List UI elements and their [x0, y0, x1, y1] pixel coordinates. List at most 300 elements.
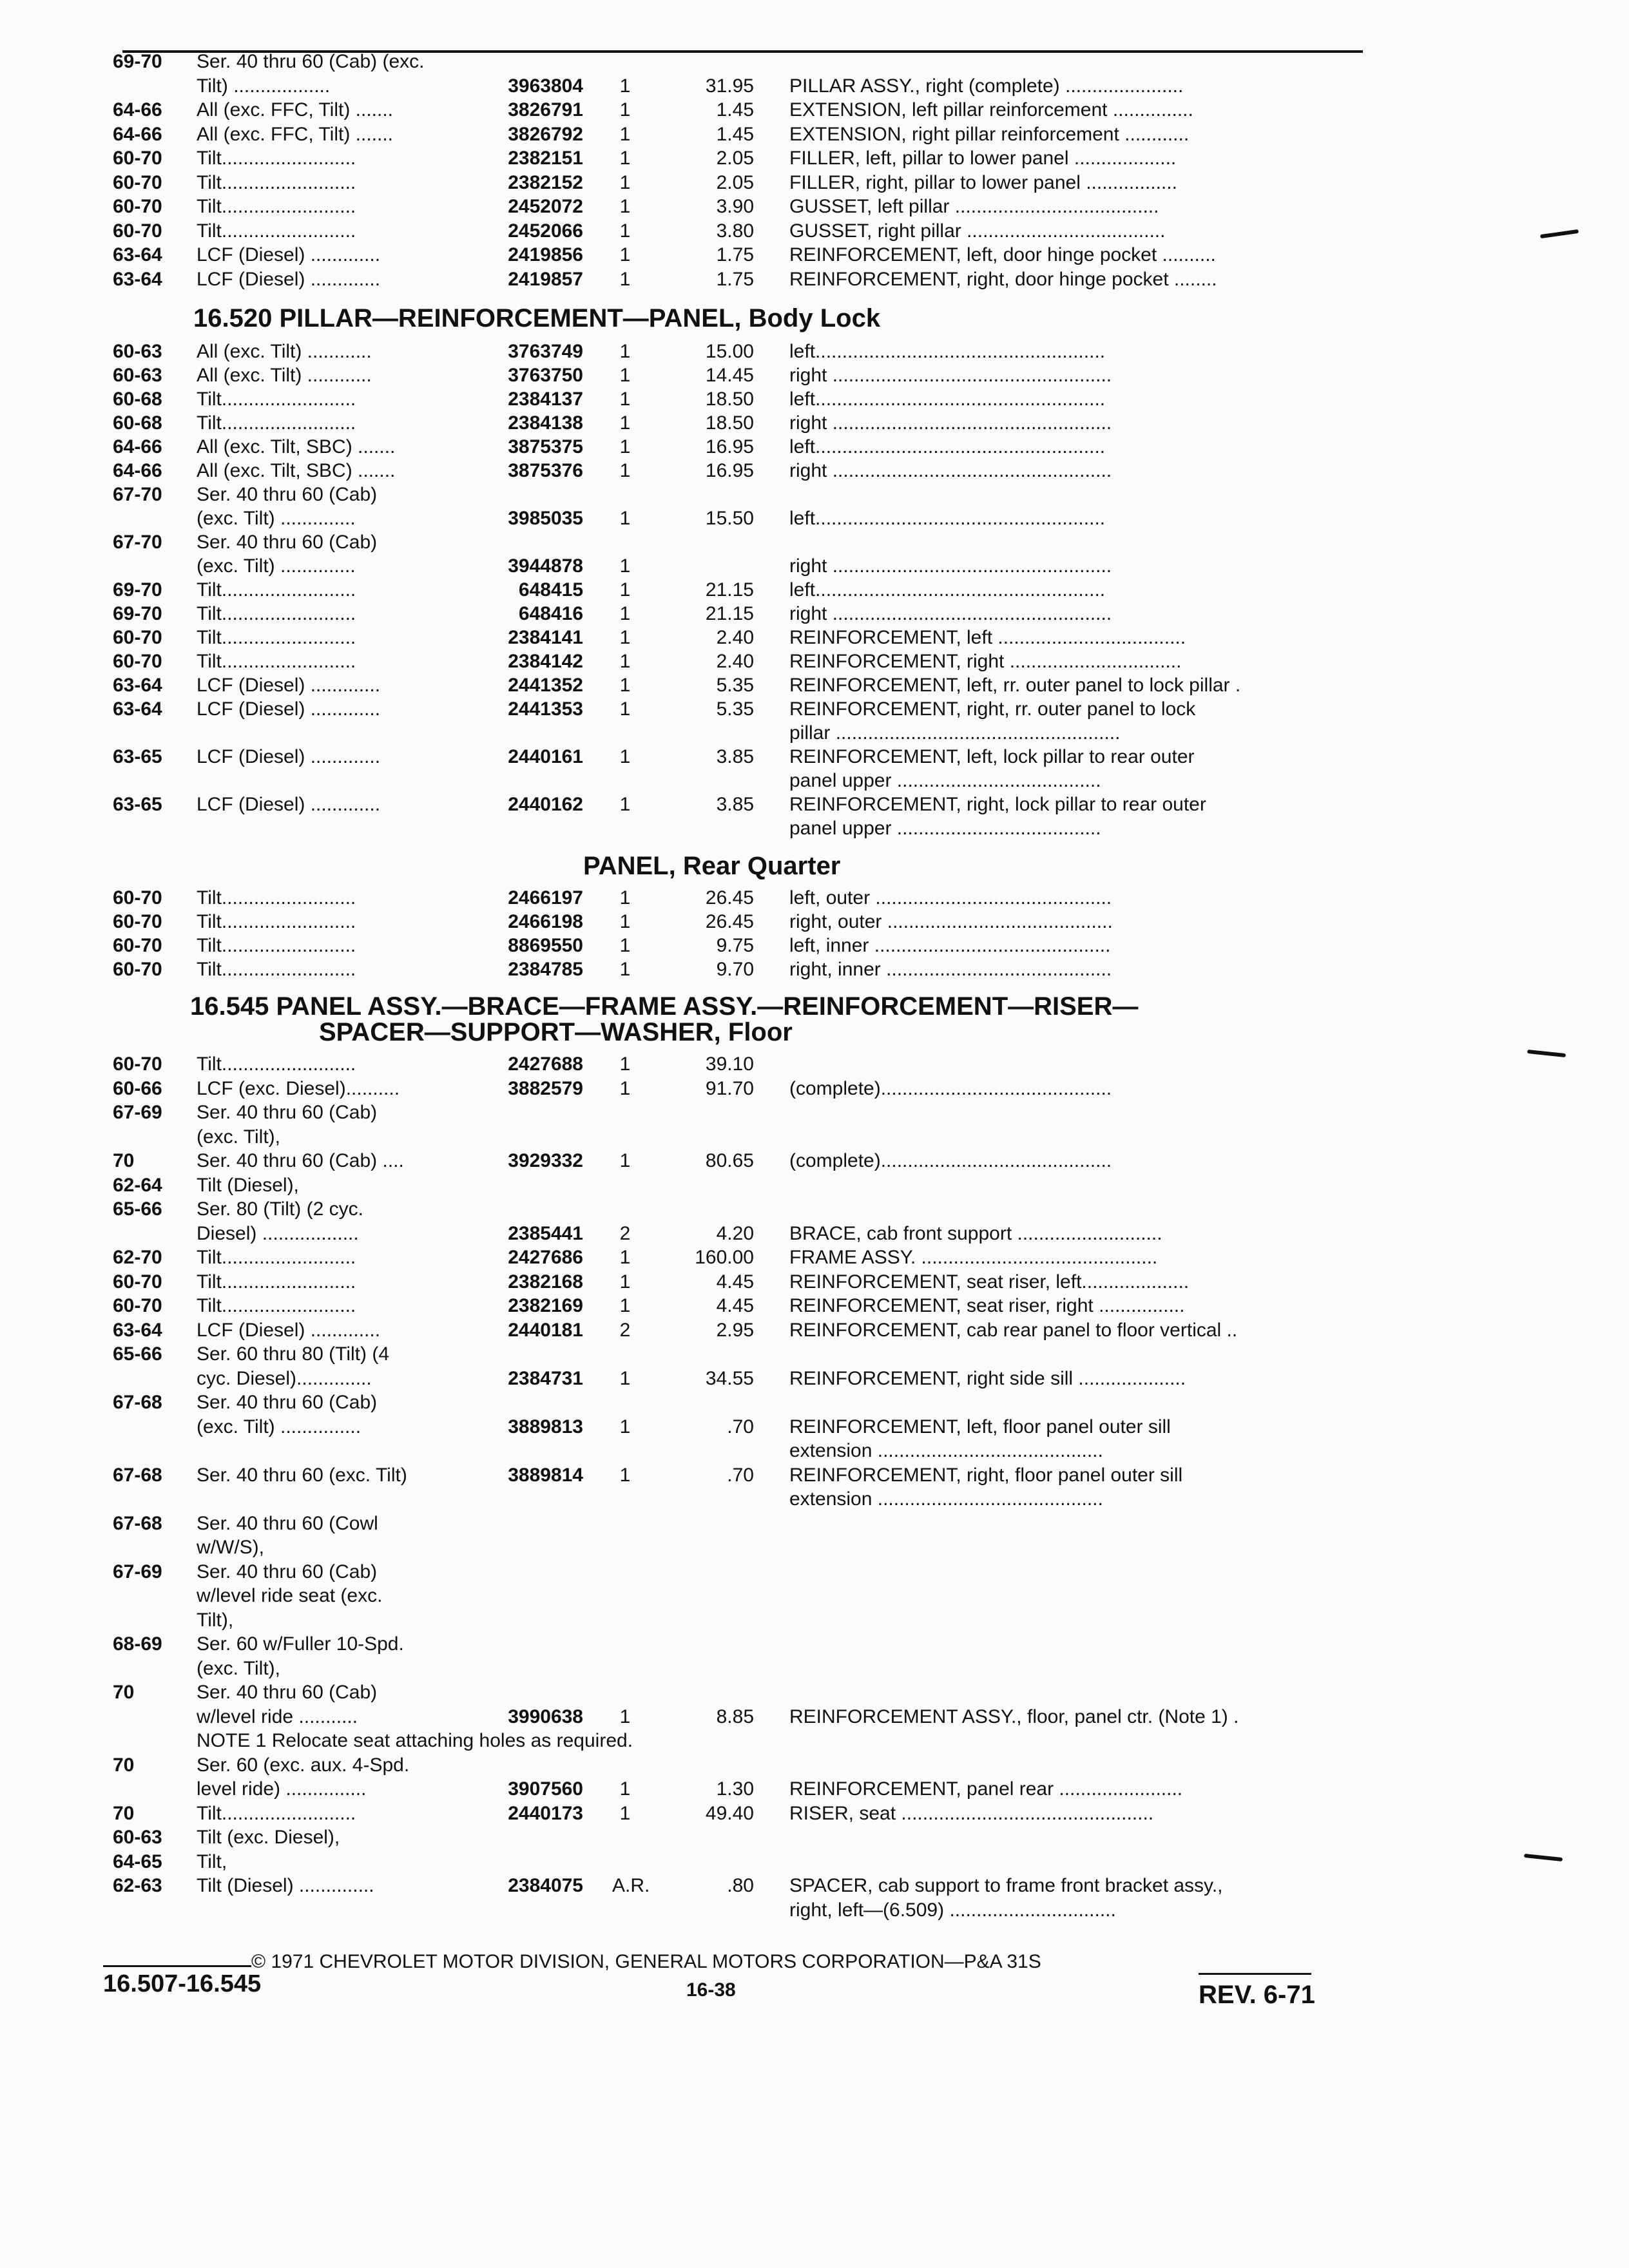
description: REINFORCEMENT, left, floor panel outer sill: [789, 1416, 1171, 1437]
quantity: 1: [619, 508, 631, 529]
section-heading-16545-line2: SPACER—SUPPORT—WASHER, Floor: [319, 1018, 793, 1046]
quantity: 1: [619, 412, 631, 434]
list-price: 39.10: [705, 1053, 754, 1075]
model-years: 60-70: [113, 171, 162, 193]
model-years: 60-63: [113, 365, 162, 386]
model-years: 60-63: [113, 1827, 162, 1848]
quantity: 1: [619, 341, 631, 362]
parts-row: [0, 1850, 1629, 1876]
model-years: 67-68: [113, 1392, 162, 1413]
parts-row: [0, 1826, 1629, 1852]
model-years: 62-70: [113, 1247, 162, 1268]
model-years: 60-66: [113, 1077, 162, 1099]
part-number: 2384731: [508, 1367, 583, 1389]
application: Tilt.........................: [197, 1271, 356, 1293]
list-price: 21.15: [705, 579, 754, 601]
part-number: 3985035: [508, 508, 583, 529]
application: Ser. 40 thru 60 (Cab): [197, 1102, 378, 1123]
description: FILLER, right, pillar to lower panel .................: [789, 171, 1177, 193]
application: Tilt.........................: [197, 412, 356, 434]
parts-row: [0, 1754, 1629, 1780]
quantity: 1: [619, 579, 631, 601]
model-years: 60-70: [113, 627, 162, 648]
parts-row: [0, 1367, 1629, 1393]
quantity: 1: [619, 1053, 631, 1075]
quantity: 1: [619, 1802, 631, 1824]
part-number: 2385441: [508, 1222, 583, 1244]
parts-row: [0, 1802, 1629, 1828]
application: All (exc. Tilt, SBC) .......: [197, 436, 396, 457]
parts-row: [0, 75, 1629, 101]
application: Ser. 40 thru 60 (Cab): [197, 1682, 378, 1703]
model-years: 67-70: [113, 532, 162, 553]
description: PILLAR ASSY., right (complete) ......................: [789, 75, 1184, 97]
list-price: 3.80: [716, 220, 754, 242]
application: (exc. Tilt) ...............: [197, 1416, 361, 1437]
parts-row: [0, 1416, 1629, 1441]
footer-rule-left: [103, 1965, 251, 1967]
footer-revision: REV. 6-71: [1199, 1981, 1315, 2009]
footer-rule-right: [1199, 1973, 1311, 1975]
part-number: 2440173: [508, 1802, 583, 1824]
application: Ser. 80 (Tilt) (2 cyc.: [197, 1198, 363, 1220]
quantity: 1: [619, 99, 631, 120]
application: Tilt.........................: [197, 579, 356, 601]
list-price: 9.75: [716, 935, 754, 956]
parts-row: [0, 579, 1629, 604]
description: panel upper ......................................: [789, 770, 1101, 791]
application: Tilt (exc. Diesel),: [197, 1827, 340, 1848]
application: LCF (Diesel) .............: [197, 268, 381, 290]
parts-row: [0, 958, 1629, 984]
parts-row: [0, 793, 1629, 819]
part-number: 2466197: [508, 887, 583, 908]
parts-row: [0, 99, 1629, 124]
list-price: 2.05: [716, 171, 754, 193]
list-price: 1.75: [716, 268, 754, 290]
list-price: 3.85: [716, 746, 754, 767]
parts-row: [0, 1609, 1629, 1635]
list-price: .70: [727, 1416, 754, 1437]
application: Ser. 40 thru 60 (exc. Tilt): [197, 1464, 407, 1486]
model-years: 63-64: [113, 698, 162, 720]
model-years: 67-69: [113, 1102, 162, 1123]
quantity: 1: [619, 1778, 631, 1800]
part-number: 2452072: [508, 196, 583, 217]
application: LCF (Diesel) .............: [197, 675, 381, 696]
parts-row: [0, 1294, 1629, 1320]
parts-row: [0, 123, 1629, 149]
parts-row: [0, 220, 1629, 245]
application: Tilt.........................: [197, 911, 356, 932]
parts-row: [0, 1536, 1629, 1562]
part-number: 2384142: [508, 651, 583, 672]
application: Tilt.........................: [197, 959, 356, 980]
quantity: 1: [619, 436, 631, 457]
application: LCF (Diesel) .............: [197, 244, 381, 265]
model-years: 64-66: [113, 123, 162, 145]
parts-row: [0, 817, 1629, 843]
application: w/level ride ...........: [197, 1706, 358, 1727]
parts-row: [0, 1561, 1629, 1586]
description: REINFORCEMENT, cab rear panel to floor vertical ..: [789, 1319, 1238, 1341]
description: REINFORCEMENT, seat riser, right ................: [789, 1295, 1185, 1316]
description: right, inner ..........................................: [789, 959, 1112, 980]
description: left......................................................: [789, 508, 1106, 529]
part-number: 3907560: [508, 1778, 583, 1800]
application: Tilt.........................: [197, 220, 356, 242]
list-price: 1.45: [716, 123, 754, 145]
model-years: 60-70: [113, 196, 162, 217]
model-years: 70: [113, 1150, 135, 1171]
parts-row: [0, 1899, 1629, 1925]
part-number: 3826792: [508, 123, 583, 145]
part-number: 3763749: [508, 341, 583, 362]
description: RISER, seat ...............................................: [789, 1802, 1154, 1824]
quantity: 1: [619, 627, 631, 648]
description: left, inner ............................................: [789, 935, 1111, 956]
application: Tilt),: [197, 1609, 234, 1631]
application: Tilt.........................: [197, 148, 356, 169]
part-number: 2419857: [508, 268, 583, 290]
model-years: 60-70: [113, 651, 162, 672]
quantity: 1: [619, 1706, 631, 1727]
application: Ser. 40 thru 60 (Cab) ....: [197, 1150, 404, 1171]
model-years: 60-70: [113, 911, 162, 932]
description: EXTENSION, left pillar reinforcement ...............: [789, 99, 1193, 120]
parts-row: [0, 1706, 1629, 1731]
application: All (exc. Tilt, SBC) .......: [197, 460, 396, 481]
quantity: 1: [619, 555, 631, 577]
section-heading-16545-line1: 16.545 PANEL ASSY.—BRACE—FRAME ASSY.—REINFORCEMENT—RISER—: [190, 992, 1139, 1021]
description: FRAME ASSY. ............................................: [789, 1247, 1158, 1268]
description: right, left—(6.509) ...............................: [789, 1899, 1116, 1921]
parts-row: [0, 674, 1629, 700]
parts-row: [0, 555, 1629, 581]
quantity: 1: [619, 1247, 631, 1268]
list-price: 26.45: [705, 911, 754, 932]
list-price: 18.50: [705, 389, 754, 410]
model-years: 69-70: [113, 603, 162, 624]
application: level ride) ...............: [197, 1778, 367, 1800]
part-number: 648415: [518, 579, 583, 601]
model-years: 65-66: [113, 1198, 162, 1220]
part-number: 2466198: [508, 911, 583, 932]
part-number: 3963804: [508, 75, 583, 97]
model-years: 69-70: [113, 579, 162, 601]
part-number: 3889814: [508, 1464, 583, 1486]
application: LCF (exc. Diesel)..........: [197, 1077, 400, 1099]
part-number: 2384138: [508, 412, 583, 434]
list-price: 5.35: [716, 698, 754, 720]
list-price: 16.95: [705, 436, 754, 457]
application: Ser. 60 (exc. aux. 4-Spd.: [197, 1754, 410, 1776]
list-price: 4.45: [716, 1295, 754, 1316]
application: All (exc. FFC, Tilt) .......: [197, 99, 394, 120]
quantity: 1: [619, 1295, 631, 1316]
description: right ....................................................: [789, 603, 1112, 624]
quantity: 1: [619, 389, 631, 410]
model-years: 70: [113, 1754, 135, 1776]
parts-row: [0, 1222, 1629, 1248]
model-years: 64-66: [113, 460, 162, 481]
description: left......................................................: [789, 436, 1106, 457]
part-number: 2419856: [508, 244, 583, 265]
quantity: 1: [619, 196, 631, 217]
parts-row: [0, 171, 1629, 197]
model-years: 60-70: [113, 220, 162, 242]
application: All (exc. Tilt) ............: [197, 341, 372, 362]
quantity: 1: [619, 698, 631, 720]
application: Tilt.........................: [197, 603, 356, 624]
parts-row: [0, 745, 1629, 771]
parts-row: [0, 436, 1629, 461]
application: Ser. 40 thru 60 (Cab): [197, 484, 378, 505]
quantity: 1: [619, 1464, 631, 1486]
part-number: 2384141: [508, 627, 583, 648]
application: All (exc. Tilt) ............: [197, 365, 372, 386]
application: Tilt.........................: [197, 651, 356, 672]
quantity: 1: [619, 651, 631, 672]
model-years: 60-70: [113, 1053, 162, 1075]
parts-row: [0, 340, 1629, 366]
list-price: 2.05: [716, 148, 754, 169]
quantity: 1: [619, 959, 631, 980]
parts-row: [0, 1464, 1629, 1490]
application: Tilt.........................: [197, 1295, 356, 1316]
quantity: 1: [619, 460, 631, 481]
description: REINFORCEMENT, right ................................: [789, 651, 1182, 672]
application: Tilt.........................: [197, 389, 356, 410]
parts-row: [0, 147, 1629, 173]
description: right, outer ..........................................: [789, 911, 1113, 932]
description: REINFORCEMENT, right, lock pillar to rear outer: [789, 794, 1206, 815]
application: All (exc. FFC, Tilt) .......: [197, 123, 394, 145]
description: left......................................................: [789, 579, 1106, 601]
parts-row: [0, 531, 1629, 557]
application: Tilt.........................: [197, 887, 356, 908]
section-heading-rear-quarter: PANEL, Rear Quarter: [583, 852, 841, 880]
list-price: 15.00: [705, 341, 754, 362]
section-heading-16520: 16.520 PILLAR—REINFORCEMENT—PANEL, Body Lock: [193, 304, 881, 332]
description: right ....................................................: [789, 365, 1112, 386]
list-price: .80: [727, 1875, 754, 1896]
list-price: 26.45: [705, 887, 754, 908]
application: Tilt.........................: [197, 627, 356, 648]
part-number: 2382168: [508, 1271, 583, 1293]
parts-row: [0, 602, 1629, 628]
application: w/W/S),: [197, 1537, 264, 1558]
list-price: .70: [727, 1464, 754, 1486]
part-number: 3944878: [508, 555, 583, 577]
description: left, outer ............................................: [789, 887, 1112, 908]
part-number: 2427688: [508, 1053, 583, 1075]
model-years: 60-68: [113, 389, 162, 410]
application: (exc. Tilt),: [197, 1657, 281, 1679]
application: Diesel) ..................: [197, 1222, 359, 1244]
part-number: 2441353: [508, 698, 583, 720]
parts-row: [0, 195, 1629, 221]
description: REINFORCEMENT, left, door hinge pocket ..........: [789, 244, 1216, 265]
description: panel upper ......................................: [789, 818, 1101, 839]
model-years: 70: [113, 1802, 135, 1824]
model-years: 68-69: [113, 1633, 162, 1655]
parts-row: [0, 722, 1629, 747]
parts-row: [0, 1198, 1629, 1224]
list-price: 3.90: [716, 196, 754, 217]
part-number: 2382152: [508, 171, 583, 193]
application: Ser. 40 thru 60 (Cab): [197, 532, 378, 553]
description: FILLER, left, pillar to lower panel ...................: [789, 148, 1177, 169]
list-price: 5.35: [716, 675, 754, 696]
parts-row: [0, 483, 1629, 509]
quantity: 1: [619, 887, 631, 908]
quantity: 1: [619, 244, 631, 265]
part-number: 3763750: [508, 365, 583, 386]
application: Tilt (Diesel) ..............: [197, 1875, 374, 1896]
parts-row: [0, 1319, 1629, 1345]
parts-row: [0, 1391, 1629, 1417]
application: Ser. 40 thru 60 (Cab): [197, 1392, 378, 1413]
parts-row: [0, 887, 1629, 912]
list-price: 1.75: [716, 244, 754, 265]
quantity: 1: [619, 603, 631, 624]
part-number: 2441352: [508, 675, 583, 696]
part-number: 2440181: [508, 1319, 583, 1341]
parts-row: [0, 1681, 1629, 1707]
description: EXTENSION, right pillar reinforcement ............: [789, 123, 1190, 145]
application: (exc. Tilt) ..............: [197, 555, 356, 577]
quantity: 1: [619, 220, 631, 242]
parts-row: [0, 1077, 1629, 1103]
part-number: 3875376: [508, 460, 583, 481]
model-years: 60-70: [113, 959, 162, 980]
parts-row: [0, 1584, 1629, 1610]
parts-row: [0, 1633, 1629, 1658]
description: right ....................................................: [789, 460, 1112, 481]
application: Tilt,: [197, 1850, 227, 1872]
model-years: 63-65: [113, 794, 162, 815]
list-price: 9.70: [716, 959, 754, 980]
parts-row: [0, 1174, 1629, 1200]
parts-row: [0, 268, 1629, 294]
parts-row: [0, 934, 1629, 960]
description: (complete)...........................................: [789, 1150, 1112, 1171]
description: pillar .....................................................: [789, 722, 1121, 744]
list-price: 2.40: [716, 651, 754, 672]
application: w/level ride seat (exc.: [197, 1585, 383, 1606]
application: cyc. Diesel)..............: [197, 1367, 372, 1389]
part-number: 2384075: [508, 1875, 583, 1896]
quantity: 1: [619, 1416, 631, 1437]
description: REINFORCEMENT, right side sill ....................: [789, 1367, 1186, 1389]
application: Tilt.........................: [197, 171, 356, 193]
model-years: 62-64: [113, 1174, 162, 1196]
parts-row: [0, 1053, 1629, 1079]
application: Ser. 40 thru 60 (Cab): [197, 1561, 378, 1582]
model-years: 60-70: [113, 1271, 162, 1293]
list-price: 160.00: [695, 1247, 754, 1268]
description: REINFORCEMENT, right, door hinge pocket ........: [789, 268, 1217, 290]
description: REINFORCEMENT, left ...................................: [789, 627, 1186, 648]
model-years: 60-70: [113, 1295, 162, 1316]
part-number: 8869550: [508, 935, 583, 956]
parts-row: [0, 459, 1629, 485]
footer-copyright: © 1971 CHEVROLET MOTOR DIVISION, GENERAL MOTORS CORPORATION—P&A 31S: [251, 1951, 1041, 1972]
model-years: 62-63: [113, 1875, 162, 1896]
quantity: 1: [619, 1367, 631, 1389]
list-price: 4.45: [716, 1271, 754, 1293]
application: LCF (Diesel) .............: [197, 1319, 381, 1341]
application: Tilt.........................: [197, 1247, 356, 1268]
quantity: 1: [619, 794, 631, 815]
model-years: 60-70: [113, 935, 162, 956]
parts-row: [0, 1101, 1629, 1127]
model-years: 64-66: [113, 99, 162, 120]
description: left......................................................: [789, 341, 1106, 362]
model-years: 63-64: [113, 268, 162, 290]
description: GUSSET, right pillar .....................................: [789, 220, 1166, 242]
model-years: 70: [113, 1682, 135, 1703]
parts-row: [0, 50, 1629, 76]
application: Ser. 40 thru 60 (Cab) (exc.: [197, 51, 425, 72]
model-years: 60-63: [113, 341, 162, 362]
quantity: 1: [619, 911, 631, 932]
parts-row: [0, 626, 1629, 652]
quantity: 1: [619, 1150, 631, 1171]
application: Ser. 40 thru 60 (Cowl: [197, 1512, 378, 1534]
model-years: 64-65: [113, 1850, 162, 1872]
quantity: 1: [619, 75, 631, 97]
part-number: 3889813: [508, 1416, 583, 1437]
application: Ser. 60 thru 80 (Tilt) (4: [197, 1343, 390, 1365]
description: extension ..........................................: [789, 1488, 1103, 1510]
list-price: 14.45: [705, 365, 754, 386]
part-number: 2384785: [508, 959, 583, 980]
application: NOTE 1 Relocate seat attaching holes as required.: [197, 1730, 633, 1751]
list-price: 18.50: [705, 412, 754, 434]
list-price: 8.85: [716, 1706, 754, 1727]
parts-row: [0, 1246, 1629, 1272]
list-price: 15.50: [705, 508, 754, 529]
model-years: 60-70: [113, 887, 162, 908]
description: REINFORCEMENT, seat riser, left....................: [789, 1271, 1190, 1293]
parts-row: [0, 1778, 1629, 1803]
part-number: 2440162: [508, 794, 583, 815]
parts-row: [0, 388, 1629, 414]
model-years: 67-69: [113, 1561, 162, 1582]
application: (exc. Tilt),: [197, 1126, 281, 1148]
model-years: 60-68: [113, 412, 162, 434]
list-price: 16.95: [705, 460, 754, 481]
parts-row: [0, 1512, 1629, 1538]
description: REINFORCEMENT, left, lock pillar to rear outer: [789, 746, 1195, 767]
application: Tilt (Diesel),: [197, 1174, 299, 1196]
description: BRACE, cab front support ...........................: [789, 1222, 1162, 1244]
quantity: 1: [619, 148, 631, 169]
application: LCF (Diesel) .............: [197, 746, 381, 767]
description: (complete)...........................................: [789, 1077, 1112, 1099]
list-price: 1.30: [716, 1778, 754, 1800]
parts-row: [0, 1343, 1629, 1369]
parts-row: [0, 364, 1629, 390]
list-price: 21.15: [705, 603, 754, 624]
part-number: 3826791: [508, 99, 583, 120]
list-price: 91.70: [705, 1077, 754, 1099]
description: REINFORCEMENT, panel rear .......................: [789, 1778, 1183, 1800]
application: Tilt.........................: [197, 1802, 356, 1824]
list-price: 3.85: [716, 794, 754, 815]
